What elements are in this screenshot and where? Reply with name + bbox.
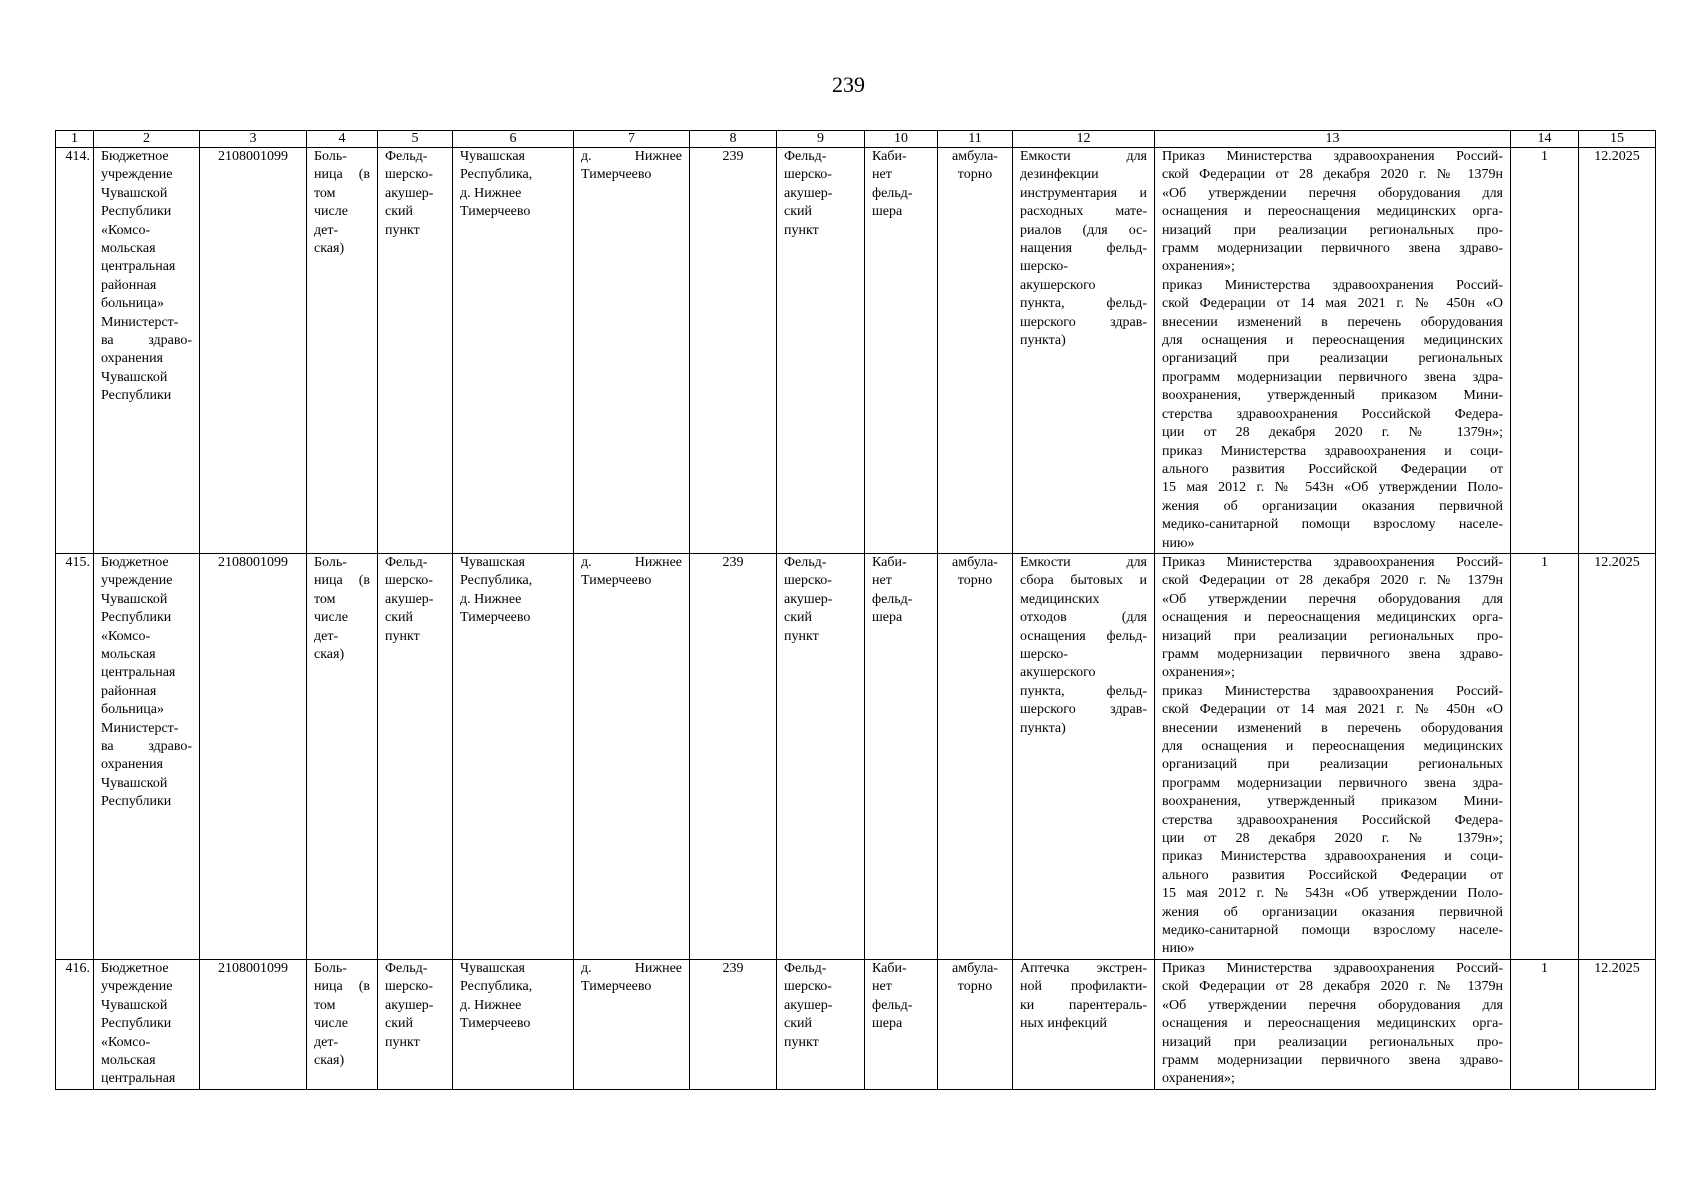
cell-text-line: организаций при реализации региональных [1162,351,1503,367]
cell-text-line: оснащения и переоснащения медицинских орга- [1162,204,1503,220]
cell-text-line: оснащения фельд- [1020,628,1147,644]
cell-text-line: грамм модернизации первичного звена здраво- [1162,241,1503,257]
column-number: 11 [938,131,1013,148]
cell-text-line: д. Нижнее [581,554,682,570]
cell-text-line: программ модернизации первичного звена здра- [1162,369,1503,385]
row-number-cell: 414. [56,148,94,554]
cell-text-line: районная [101,683,157,699]
cell-text-line: Чувашской [101,185,168,201]
cell-text-line: шерско- [385,573,433,589]
cell-text-line: организаций при реализации региональных [1162,757,1503,773]
cell-text-line: амбула- [952,149,998,164]
cell-text-line: низаций при реализации региональных про- [1162,1034,1503,1050]
cell-text-line: 15 мая 2012 г. № 543н «Об утверждении Поло- [1162,886,1503,902]
table-row [56,959,1656,1089]
column-number: 7 [574,131,690,148]
cell-text-line: ница (в [314,167,370,183]
cell-text-line: инструментария и [1020,185,1147,201]
cell-text-line: ской Федерации от 14 мая 2021 г. № 450н «О [1162,702,1503,718]
cell-text-line: шерского здрав- [1020,314,1147,330]
code-cell: 239 [690,553,777,959]
cell-text-line: стерства здравоохранения Российской Федера- [1162,406,1503,422]
cell-text-line: программ модернизации первичного звена здра- [1162,775,1503,791]
cell-text-line: Тимерчеево [581,167,652,183]
org-type-cell [307,553,378,959]
cell-text-line: акушер- [784,591,833,607]
cell-text-line: пункт [385,222,420,238]
cell-text-line: Фельд- [385,149,428,164]
cell-text-line: шерского здрав- [1020,702,1147,718]
cell-text-line: жения об организации оказания первичной [1162,498,1503,514]
column-number: 13 [1155,131,1511,148]
cell-text-line: торно [957,979,993,995]
cell-text-line: шерско- [784,979,832,995]
column-number: 15 [1579,131,1656,148]
cell-text-line: нет [872,979,892,995]
cell-text-line: Республики [101,610,172,626]
column-number: 2 [94,131,200,148]
cell-text-line: пункт [385,1034,420,1050]
cell-text-line: Тимерчеево [581,573,652,589]
cell-text-line: том [314,185,336,201]
cell-text-line: нащения фельд- [1020,241,1147,257]
cell-text-line: для оснащения и переоснащения медицинских [1162,739,1503,754]
cell-text-line: больница» [101,296,164,312]
cell-text-line: ва здраво- [101,739,192,754]
cell-text-line: акушер- [784,997,833,1013]
cell-text-line: фельд- [872,997,913,1013]
cell-text-line: мольская [101,646,156,662]
inn-cell: 2108001099 [200,553,307,959]
cell-text-line: охранения»; [1162,1071,1235,1087]
cell-text-line: пункта, фельд- [1020,683,1147,699]
cell-text-line: шера [872,610,903,626]
cell-text-line: больница» [101,702,164,718]
cell-text-line: «Комсо- [101,222,151,238]
cell-text-line: д. Нижнее [581,960,682,976]
address-cell [453,959,574,1089]
cell-text-line: шера [872,204,903,220]
cell-text-line: Республика, [460,979,533,995]
room-cell [865,959,938,1089]
care-type-cell [938,553,1013,959]
cell-text-line: д. Нижнее [581,149,682,164]
cell-text-line: медико-санитарной помощи взрослому населе- [1162,517,1503,533]
cell-text-line: Фельд- [385,960,428,976]
column-number: 1 [56,131,94,148]
cell-text-line: ального развития Российской Федерации от [1162,867,1503,883]
cell-text-line: внесении изменений в перечень оборудования [1162,314,1503,330]
cell-text-line: Бюджетное [101,960,169,976]
cell-text-line: том [314,997,336,1013]
cell-text-line: ции от 28 декабря 2020 г. № 1379н»; [1162,425,1503,441]
settlement-cell [574,959,690,1089]
cell-text-line: Министерст- [101,720,179,736]
subdivision-cell [378,959,453,1089]
cell-text-line: Боль- [314,554,347,570]
legal-basis-cell [1155,553,1511,959]
cell-text-line: 15 мая 2012 г. № 543н «Об утверждении Поло- [1162,480,1503,496]
room-cell [865,148,938,554]
cell-text-line: Республики [101,794,172,810]
cell-text-line: числе [314,610,348,626]
cell-text-line: «Об утверждении перечня оборудования для [1162,997,1503,1013]
cell-text-line: нию» [1162,941,1195,957]
column-number: 5 [378,131,453,148]
cell-text-line: пункт [784,1034,819,1050]
legal-basis-cell [1155,959,1511,1089]
cell-text-line: стерства здравоохранения Российской Федера- [1162,812,1503,828]
inn-cell: 2108001099 [200,959,307,1089]
cell-text-line: охранения»; [1162,665,1235,681]
cell-text-line: Чувашской [101,997,168,1013]
cell-text-line: Боль- [314,149,347,164]
room-cell [865,553,938,959]
cell-text-line: фельд- [872,591,913,607]
row-number-cell: 415. [56,553,94,959]
cell-text-line: «Комсо- [101,628,151,644]
cell-text-line: пункт [385,628,420,644]
address-cell [453,148,574,554]
equipment-cell [1013,148,1155,554]
column-number: 3 [200,131,307,148]
cell-text-line: Тимерчеево [581,979,652,995]
cell-text-line: шерско- [1020,259,1068,275]
settlement-cell [574,553,690,959]
cell-text-line: «Об утверждении перечня оборудования для [1162,185,1503,201]
cell-text-line: дет- [314,222,339,238]
cell-text-line: Приказ Министерства здравоохранения Россий- [1162,960,1503,976]
cell-text-line: ский [385,610,413,626]
cell-text-line: приказ Министерства здравоохранения и соци- [1162,443,1503,459]
cell-text-line: шерско- [784,573,832,589]
cell-text-line: районная [101,277,157,293]
table-row [56,148,1656,554]
cell-text-line: медико-санитарной помощи взрослому населе- [1162,923,1503,939]
cell-text-line: низаций при реализации региональных про- [1162,222,1503,238]
cell-text-line: воохранения, утвержденный приказом Мини- [1162,388,1503,404]
cell-text-line: Чувашская [460,554,525,570]
cell-text-line: Боль- [314,960,347,976]
cell-text-line: Тимерчеево [460,1016,531,1032]
cell-text-line: ская) [314,646,345,662]
date-cell: 12.2025 [1579,553,1656,959]
cell-text-line: Аптечка экстрен- [1020,960,1147,976]
column-number: 8 [690,131,777,148]
cell-text-line: нет [872,573,892,589]
cell-text-line: дет- [314,1034,339,1050]
cell-text-line: внесении изменений в перечень оборудования [1162,720,1503,736]
inn-cell: 2108001099 [200,148,307,554]
cell-text-line: жения об организации оказания первичной [1162,904,1503,920]
cell-text-line: «Комсо- [101,1034,151,1050]
cell-text-line: ва здраво- [101,333,192,349]
cell-text-line: шерско- [385,167,433,183]
cell-text-line: ской Федерации от 28 декабря 2020 г. № 1379н [1162,167,1503,183]
cell-text-line: приказ Министерства здравоохранения Россий- [1162,277,1503,293]
institution-cell [94,959,200,1089]
institution-cell [94,553,200,959]
cell-text-line: Емкости для [1020,554,1147,570]
cell-text-line: низаций при реализации региональных про- [1162,628,1503,644]
cell-text-line: медицинских [1020,591,1100,607]
unit-cell [777,959,865,1089]
cell-text-line: грамм модернизации первичного звена здраво- [1162,1052,1503,1068]
cell-text-line: торно [957,573,993,589]
cell-text-line: ной профилакти- [1020,979,1147,995]
cell-text-line: Тимерчеево [460,610,531,626]
cell-text-line: нет [872,167,892,183]
cell-text-line: риалов (для ос- [1020,222,1147,238]
cell-text-line: амбула- [952,554,998,570]
cell-text-line: пункт [784,628,819,644]
care-type-cell [938,148,1013,554]
cell-text-line: воохранения, утвержденный приказом Мини- [1162,794,1503,810]
cell-text-line: Емкости для [1020,149,1147,164]
cell-text-line: мольская [101,1052,156,1068]
cell-text-line: Республики [101,388,172,404]
cell-text-line: акушер- [784,185,833,201]
cell-text-line: охранения [101,351,163,367]
cell-text-line: д. Нижнее [460,591,522,607]
subdivision-cell [378,148,453,554]
cell-text-line: приказ Министерства здравоохранения Россий- [1162,683,1503,699]
cell-text-line: Фельд- [784,149,827,164]
cell-text-line: пункт [784,222,819,238]
cell-text-line: акушер- [385,185,434,201]
column-number-row [56,131,1656,148]
cell-text-line: Приказ Министерства здравоохранения Россий- [1162,554,1503,570]
cell-text-line: Бюджетное [101,149,169,164]
cell-text-line: шерско- [1020,646,1068,662]
quantity-cell: 1 [1511,959,1579,1089]
column-number: 14 [1511,131,1579,148]
cell-text-line: ская) [314,241,345,257]
cell-text-line: акушерского [1020,665,1096,681]
cell-text-line: Чувашской [101,369,168,385]
cell-text-line: ский [784,610,812,626]
date-cell: 12.2025 [1579,959,1656,1089]
cell-text-line: отходов (для [1020,610,1147,626]
org-type-cell [307,959,378,1089]
cell-text-line: пункта, фельд- [1020,296,1147,312]
cell-text-line: центральная [101,259,176,275]
cell-text-line: д. Нижнее [460,185,522,201]
cell-text-line: Республика, [460,573,533,589]
cell-text-line: ская) [314,1052,345,1068]
cell-text-line: ский [784,204,812,220]
cell-text-line: ской Федерации от 14 мая 2021 г. № 450н «О [1162,296,1503,312]
org-type-cell [307,148,378,554]
cell-text-line: ции от 28 декабря 2020 г. № 1379н»; [1162,831,1503,847]
cell-text-line: охранения [101,757,163,773]
cell-text-line: акушерского [1020,277,1096,293]
cell-text-line: Чувашской [101,775,168,791]
cell-text-line: Каби- [872,960,907,976]
cell-text-line: центральная [101,1071,176,1087]
cell-text-line: охранения»; [1162,259,1235,275]
cell-text-line: нию» [1162,535,1195,551]
unit-cell [777,553,865,959]
cell-text-line: ки парентераль- [1020,997,1147,1013]
quantity-cell: 1 [1511,148,1579,554]
cell-text-line: дет- [314,628,339,644]
cell-text-line: ский [385,204,413,220]
cell-text-line: учреждение [101,573,173,589]
cell-text-line: центральная [101,665,176,681]
care-type-cell [938,959,1013,1089]
cell-text-line: том [314,591,336,607]
cell-text-line: ский [385,1016,413,1032]
cell-text-line: Тимерчеево [460,204,531,220]
column-number: 10 [865,131,938,148]
cell-text-line: ской Федерации от 28 декабря 2020 г. № 1379н [1162,979,1503,995]
cell-text-line: пункта) [1020,720,1066,736]
cell-text-line: ального развития Российской Федерации от [1162,461,1503,477]
cell-text-line: амбула- [952,960,998,976]
subdivision-cell [378,553,453,959]
cell-text-line: ница (в [314,979,370,995]
cell-text-line: учреждение [101,979,173,995]
cell-text-line: грамм модернизации первичного звена здраво- [1162,646,1503,662]
cell-text-line: Каби- [872,554,907,570]
code-cell: 239 [690,148,777,554]
page-number: 239 [832,72,865,97]
cell-text-line: «Об утверждении перечня оборудования для [1162,591,1503,607]
cell-text-line: шерско- [385,979,433,995]
cell-text-line: оснащения и переоснащения медицинских орга- [1162,1016,1503,1032]
cell-text-line: Республики [101,204,172,220]
institution-cell [94,148,200,554]
column-number: 6 [453,131,574,148]
column-number: 4 [307,131,378,148]
date-cell: 12.2025 [1579,148,1656,554]
cell-text-line: дезинфекции [1020,167,1099,183]
cell-text-line: Чувашская [460,960,525,976]
cell-text-line: Чувашская [460,149,525,164]
address-cell [453,553,574,959]
unit-cell [777,148,865,554]
cell-text-line: шерско- [784,167,832,183]
cell-text-line: фельд- [872,185,913,201]
equipment-cell [1013,959,1155,1089]
cell-text-line: шера [872,1016,903,1032]
cell-text-line: мольская [101,241,156,257]
cell-text-line: числе [314,204,348,220]
cell-text-line: ской Федерации от 28 декабря 2020 г. № 1379н [1162,573,1503,589]
cell-text-line: д. Нижнее [460,997,522,1013]
cell-text-line: Министерст- [101,314,179,330]
cell-text-line: ский [784,1016,812,1032]
column-number: 9 [777,131,865,148]
quantity-cell: 1 [1511,553,1579,959]
cell-text-line: Чувашской [101,591,168,607]
cell-text-line: Бюджетное [101,554,169,570]
cell-text-line: акушер- [385,997,434,1013]
cell-text-line: ных инфекций [1020,1016,1107,1032]
cell-text-line: Приказ Министерства здравоохранения Россий- [1162,149,1503,164]
cell-text-line: Фельд- [784,554,827,570]
table-row [56,553,1656,959]
cell-text-line: торно [957,167,993,183]
cell-text-line: расходных мате- [1020,204,1147,220]
cell-text-line: приказ Министерства здравоохранения и соци- [1162,849,1503,865]
cell-text-line: Республика, [460,167,533,183]
cell-text-line: сбора бытовых и [1020,573,1147,589]
cell-text-line: акушер- [385,591,434,607]
cell-text-line: оснащения и переоснащения медицинских орга- [1162,610,1503,626]
cell-text-line: Фельд- [385,554,428,570]
cell-text-line: для оснащения и переоснащения медицинских [1162,333,1503,349]
cell-text-line: Фельд- [784,960,827,976]
equipment-table [55,130,1656,1090]
cell-text-line: Каби- [872,149,907,164]
settlement-cell [574,148,690,554]
code-cell: 239 [690,959,777,1089]
row-number-cell: 416. [56,959,94,1089]
equipment-cell [1013,553,1155,959]
cell-text-line: числе [314,1016,348,1032]
cell-text-line: пункта) [1020,333,1066,349]
legal-basis-cell [1155,148,1511,554]
cell-text-line: Республики [101,1016,172,1032]
cell-text-line: учреждение [101,167,173,183]
cell-text-line: ница (в [314,573,370,589]
column-number: 12 [1013,131,1155,148]
